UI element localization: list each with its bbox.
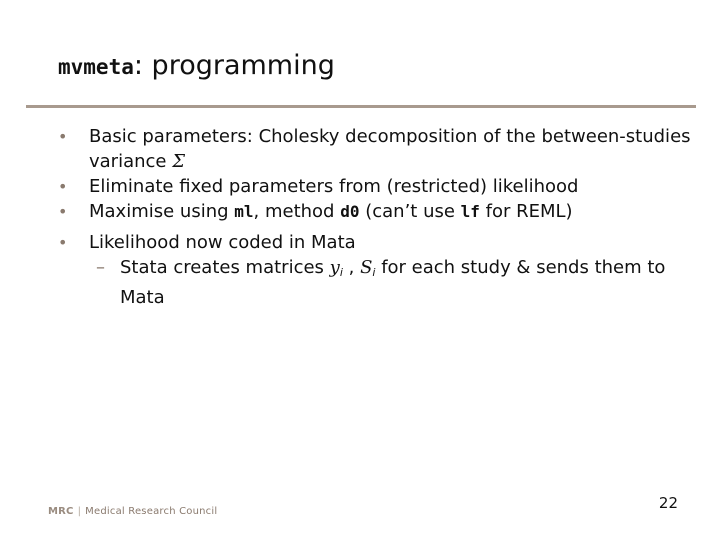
bullet-text: Basic parameters: Cholesky decomposition of the between-studies variance (89, 126, 691, 172)
bullet-item (58, 230, 698, 255)
bullet-text: (can’t use (359, 201, 461, 222)
title-code: mvmeta (58, 55, 134, 79)
sub-bullet-item (58, 255, 698, 310)
bullet-item (58, 124, 698, 174)
page-number: 22 (658, 494, 678, 512)
math-subscript-i: i (372, 266, 376, 279)
bullet-item (58, 199, 698, 224)
title-text: programming (142, 50, 335, 81)
code-lf: lf (460, 202, 480, 221)
bullet-item (58, 174, 698, 199)
slide-body (58, 124, 698, 310)
sub-bullet-text: Stata creates matrices (120, 257, 330, 278)
logo-separator: | (77, 506, 82, 517)
bullet-text: , method (253, 201, 341, 222)
bullet-text: Likelihood now coded in Mata (89, 232, 356, 253)
logo-name: Medical Research Council (85, 506, 218, 517)
math-subscript-i: i (339, 266, 343, 279)
math-y: y (329, 257, 340, 278)
title-divider (26, 105, 696, 108)
bullet-icon: • (58, 177, 68, 196)
mrc-logo (48, 506, 217, 517)
title-colon: : (133, 50, 143, 81)
bullet-icon: • (58, 127, 68, 146)
bullet-text: Maximise using (89, 201, 235, 222)
bullet-text: for REML) (479, 201, 573, 222)
code-d0: d0 (340, 202, 360, 221)
sub-bullet-text: for each study & sends them to Mata (120, 257, 666, 308)
sigma-symbol: Σ (172, 151, 185, 172)
math-s: S (360, 257, 373, 278)
slide-title (58, 48, 335, 85)
sub-bullet-text: , (342, 257, 361, 278)
code-ml: ml (234, 202, 254, 221)
logo-mrc: MRC (48, 506, 74, 517)
bullet-text: Eliminate fixed parameters from (restricted) likelihood (89, 176, 579, 197)
bullet-icon: • (58, 202, 68, 221)
bullet-icon: • (58, 233, 68, 252)
dash-icon: – (96, 257, 105, 278)
